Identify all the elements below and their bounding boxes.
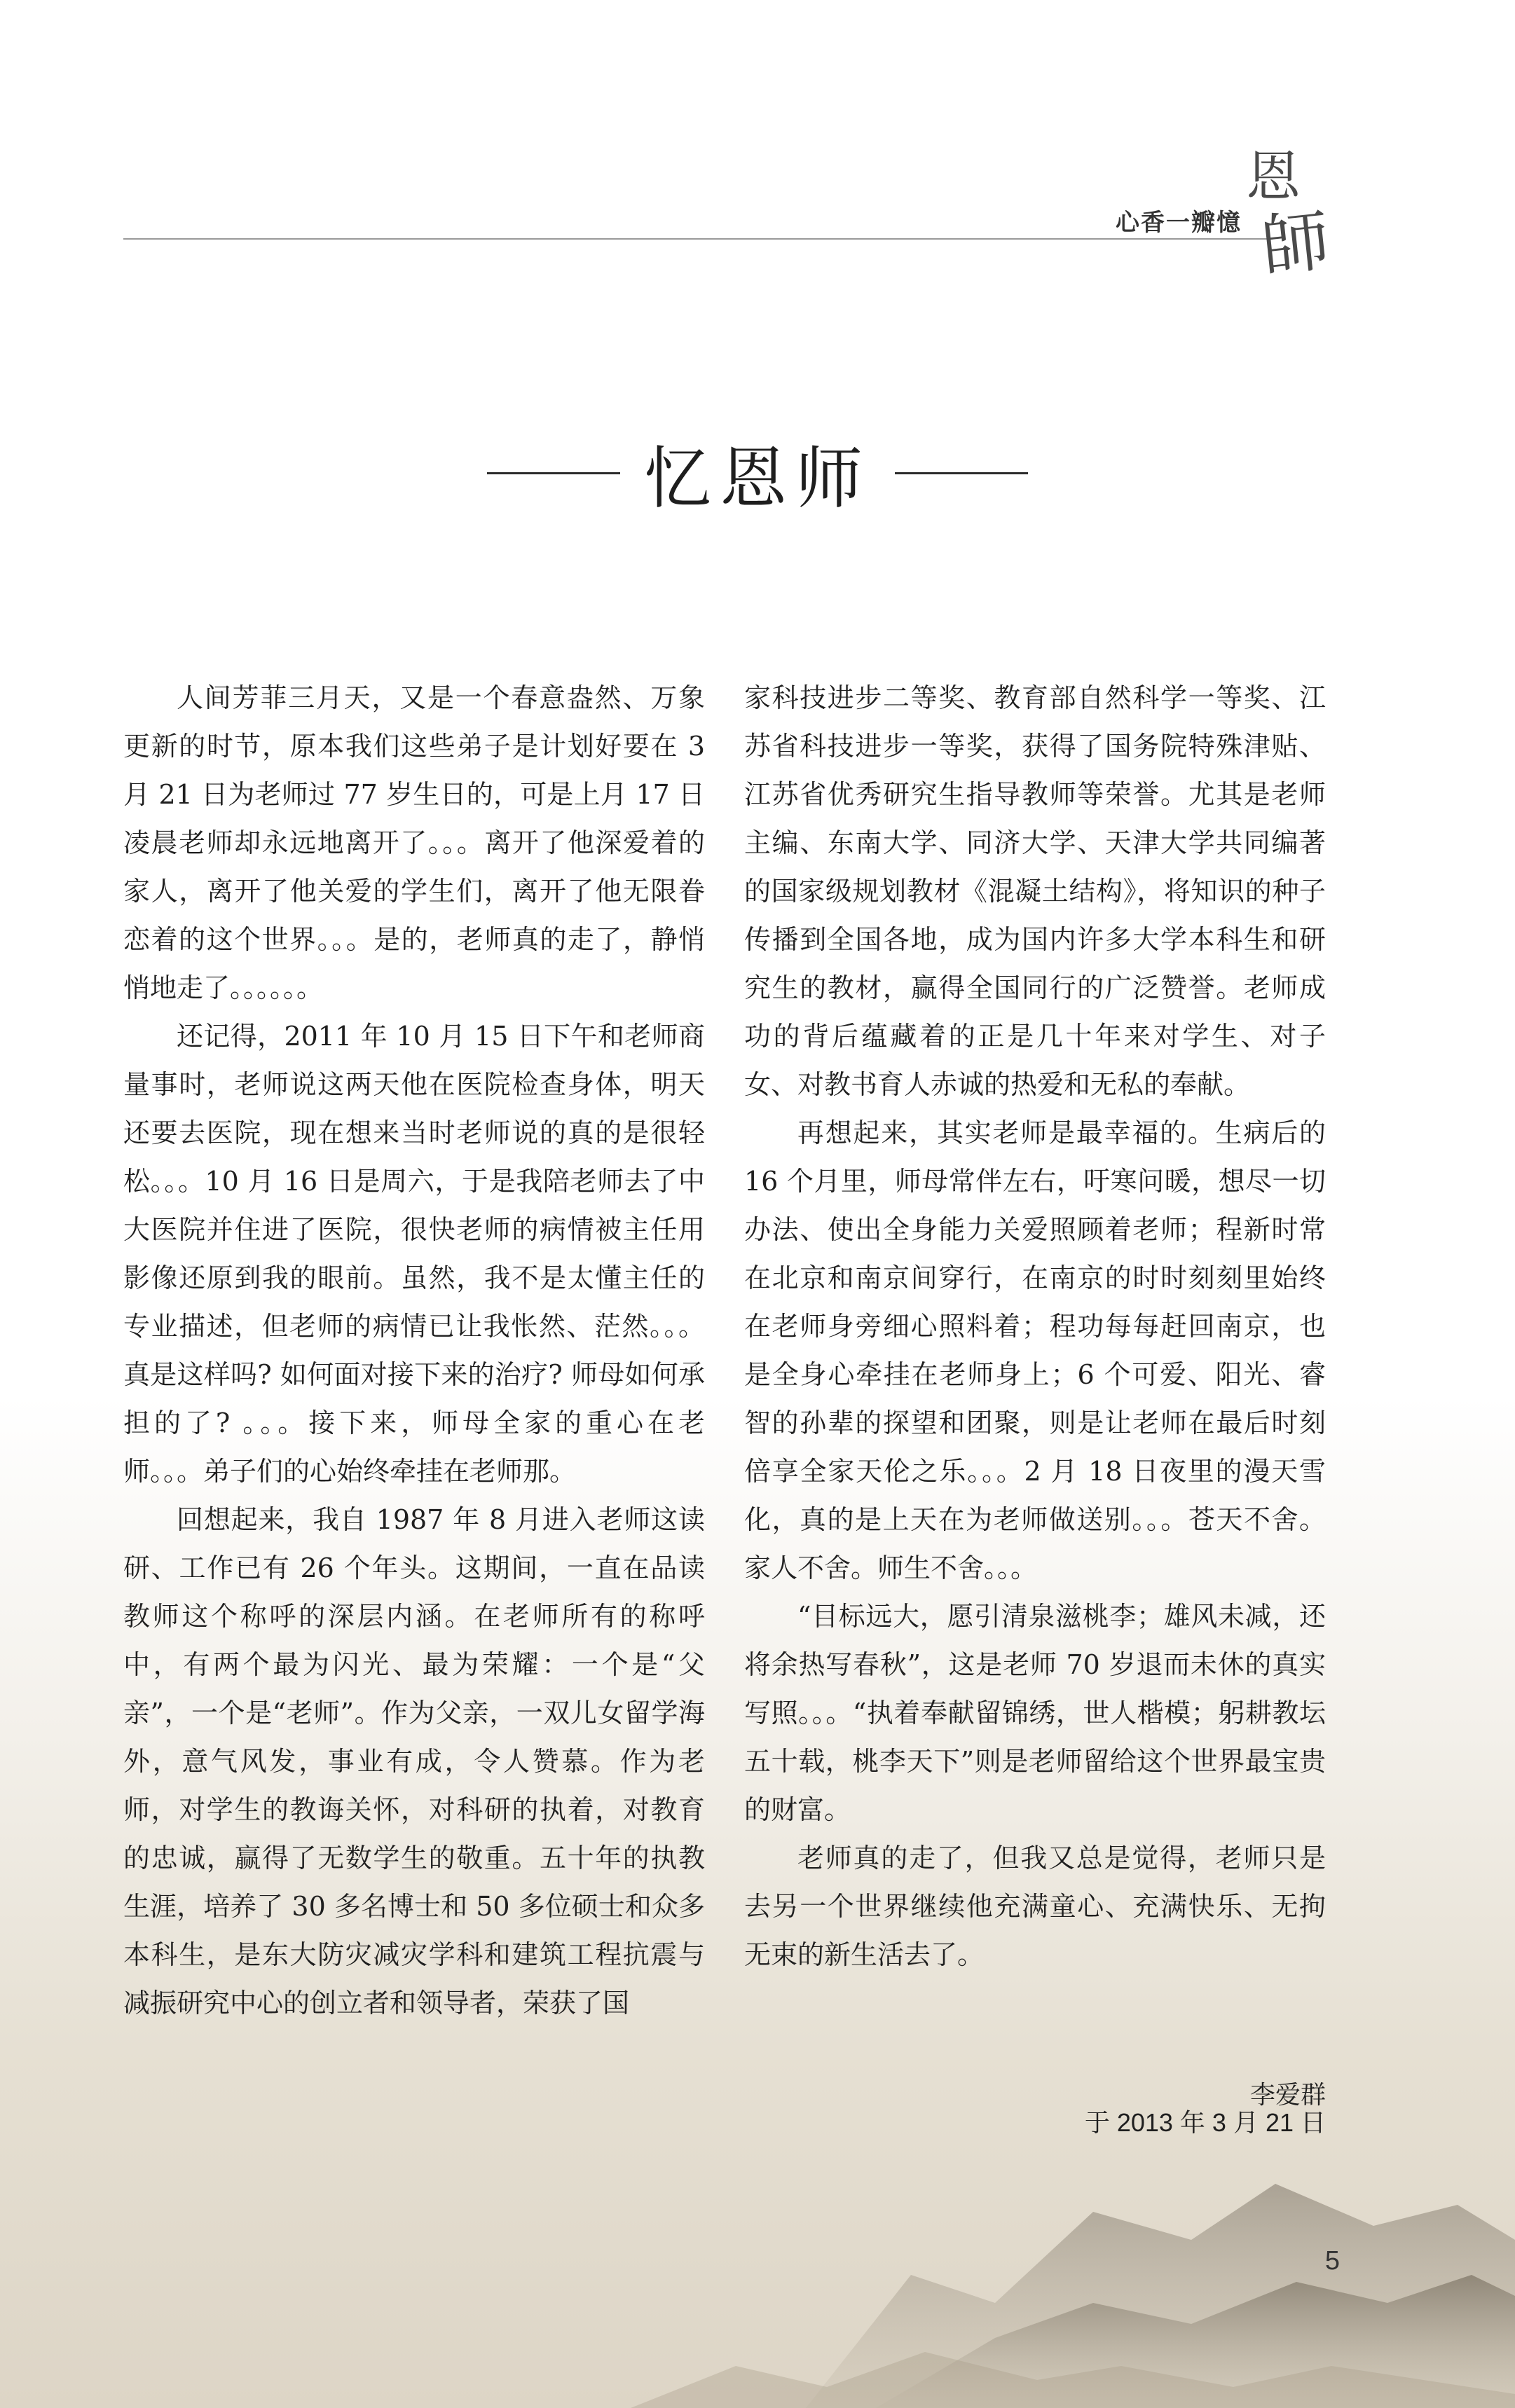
title-left-line [487, 472, 620, 474]
title-right-line [895, 472, 1028, 474]
paragraph: 老师真的走了，但我又总是觉得，老师只是去另一个世界继续他充满童心、充满快乐、无拘无束的新生活去了。 [744, 1843, 1326, 1970]
mountain-landscape-illustration [0, 1974, 1515, 2408]
paragraph: 还记得，2011 年 10 月 15 日下午和老师商量事时，老师说这两天他在医院检查身体，明天还要去医院，现在想来当时老师说的真的是很轻松。。。10 月 16 日是周六，于是我陪老师去了中大医院并住进了医院，很快老师的病情被主任用影像还原到我的眼前。虽然，我不是太懂主任的专业描述，但老师的病情已让我怅然、茫然。。。真是这样吗? 如何面对接下来的治疗? 师母如何承担的了? 。。。接下来，师母全家的重心在老师。。。弟子们的心始终牵挂在老师那。 [123, 1021, 705, 1487]
header-divider [123, 238, 1273, 240]
header-logo [1233, 133, 1338, 294]
logo-char-bottom: 師 [1258, 201, 1334, 287]
paragraph: “目标远大，愿引清泉滋桃李；雄风未减，还将余热写春秋”，这是老师 70 岁退而未休的真实写照。。。“执着奉献留锦绣，世人楷模；躬耕教坛五十载，桃李天下”则是老师留给这个世界最宝贵的财富。 [744, 1601, 1326, 1825]
paragraph: 再想起来，其实老师是最幸福的。生病后的 16 个月里，师母常伴左右，吁寒问暖，想尽一切办法、使出全身能力关爱照顾着老师；程新时常在北京和南京间穿行，在南京的时时刻刻里始终在老师身旁细心照料着；程功每每赶回南京，也是全身心牵挂在老师身上；6 个可爱、阳光、睿智的孙辈的探望和团聚，则是让老师在最后时刻倍享全家天伦之乐。。。2 月 18 日夜里的漫天雪化，真的是上天在为老师做送别。。。苍天不舍。家人不舍。师生不舍。。。 [744, 1117, 1326, 1583]
paragraph: 回想起来，我自 1987 年 8 月进入老师这读研、工作已有 26 个年头。这期间，一直在品读教师这个称呼的深层内涵。在老师所有的称呼中，有两个最为闪光、最为荣耀：一个是“父亲”，一个是“老师”。作为父亲，一双儿女留学海外，意气风发，事业有成，令人赞慕。作为老师，对学生的教诲关怀，对科研的执着，对教育的忠诚，赢得了无数学生的敬重。五十年的执教生涯，培养了 30 多名博士和 50 多位硕士和众多本科生，是东大防灾减灾学科和建筑工程抗震与减振研究中心的创立者和领导者，荣获了国 [123, 1504, 705, 2018]
signature-date: 于 2013 年 3 月 21 日 [1084, 2108, 1326, 2137]
page-number: 5 [1324, 2246, 1340, 2276]
paragraph: 人间芳菲三月天，又是一个春意盎然、万象更新的时节，原本我们这些弟子是计划好要在 3 月 21 日为老师过 77 岁生日的，可是上月 17 日凌晨老师却永远地离开了。。。离开了他深爱着的家人，离开了他关爱的学生们，离开了他无限眷恋着的这个世界。。。是的，老师真的走了，静悄悄地走了。。。。。。 [123, 682, 705, 1003]
left-column [123, 674, 705, 2028]
article-title-row [0, 427, 1515, 518]
right-column [744, 674, 1326, 1979]
logo-char-top: 恩 [1246, 146, 1301, 209]
author-name: 李爱群 [1249, 2080, 1326, 2109]
header-title: 心香一瓣憶 [1116, 209, 1242, 237]
article-title: 忆恩师 [644, 439, 871, 518]
paragraph: 家科技进步二等奖、教育部自然科学一等奖、江苏省科技进步一等奖，获得了国务院特殊津贴、江苏省优秀研究生指导教师等荣誉。尤其是老师主编、东南大学、同济大学、天津大学共同编著的国家级规划教材《混凝土结构》，将知识的种子传播到全国各地，成为国内许多大学本科生和研究生的教材，赢得全国同行的广泛赞誉。老师成功的背后蕴藏着的正是几十年来对学生、对子女、对教书育人赤诚的热爱和无私的奉献。 [744, 682, 1326, 1100]
